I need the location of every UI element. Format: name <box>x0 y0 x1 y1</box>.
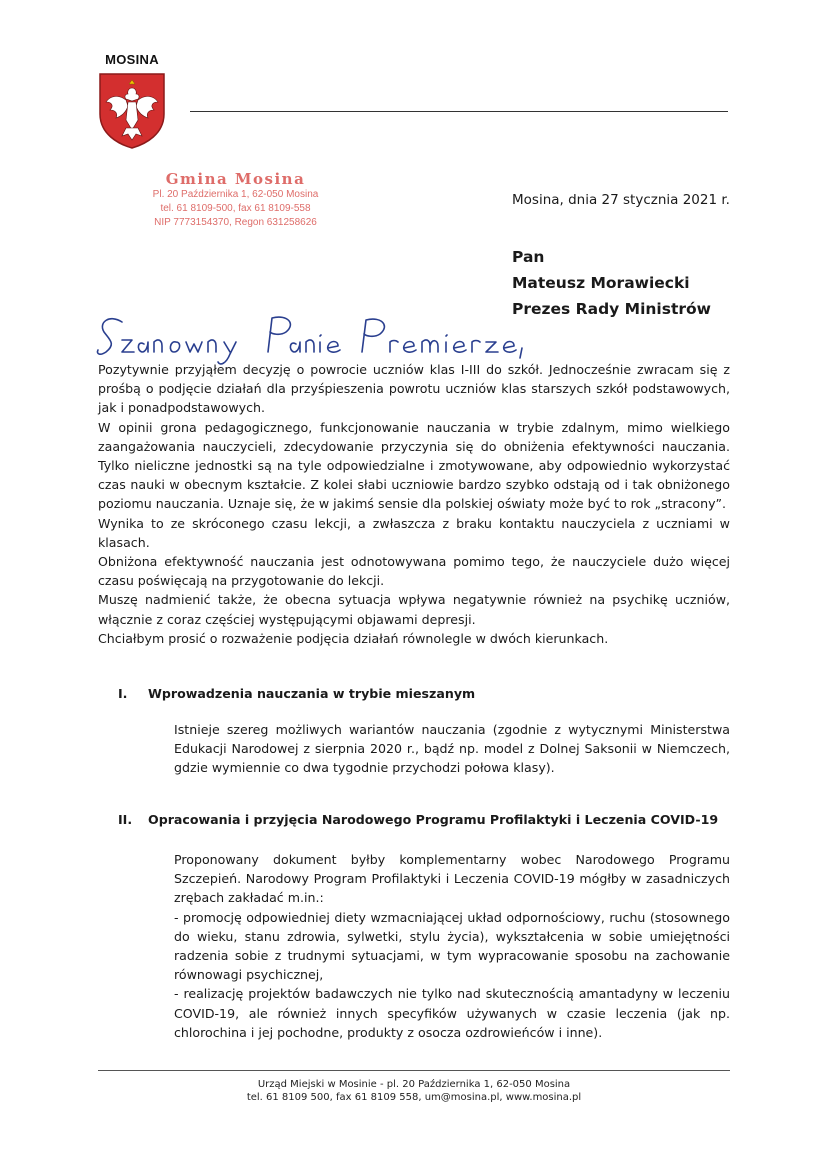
section-1-number: I. <box>118 686 128 701</box>
office-stamp <box>128 170 343 230</box>
body-paragraph-5: Muszę nadmienić także, że obecna sytuacja wpływa negatywnie również na psychikę uczniów, włącznie z coraz częściej występującymi objawami depresji. <box>98 592 730 627</box>
footer-divider <box>98 1070 730 1071</box>
section-1-title: Wprowadzenia nauczania w trybie mieszanym <box>148 686 476 701</box>
footer-address: Urząd Miejski w Mosinie - pl. 20 Października 1, 62-050 Mosina <box>257 1079 571 1090</box>
addressee-position: Prezes Rady Ministrów <box>512 300 711 318</box>
section-2-paragraph-2: - promocję odpowiedniej diety wzmacniającej układ odpornościowy, ruchu (stosownego do wieku, stanu zdrowia, sylwetki, stylu życia), wykształcenia w sobie umiejętności radzenia sobie z trudnymi sytuacjami, w tym wypracowanie sposobu na zachowanie równowagi psychicznej, <box>174 909 730 983</box>
body-paragraph-4: Obniżona efektywność nauczania jest odnotowywana pomimo tego, że nauczyciele dużo więcej czasu poświęcają na przygotowanie do lekcji. <box>98 554 730 589</box>
section-2-title: Opracowania i przyjęcia Narodowego Programu Profilaktyki i Leczenia COVID-19 <box>148 812 719 827</box>
section-2-paragraph-3: - realizację projektów badawczych nie tylko nad skutecznością amantadyny w leczeniu COVID-19, ale również innych specyfików używanych w czasie leczenia (jak np. chlorochina i jej pochodne, produkty z osocza ozdrowieńców i inne). <box>174 986 730 1040</box>
mosina-coat-of-arms-icon <box>96 70 168 150</box>
footer-contact: tel. 61 8109 500, fax 61 8109 558, um@mosina.pl, www.mosina.pl <box>246 1092 582 1103</box>
section-2-paragraph-1: Proponowany dokument byłby komplementarny wobec Narodowego Programu Szczepień. Narodowy Program Profilaktyki i Leczenia COVID-19 mógłby w zasadniczych zrębach zakładać m.in.: <box>174 852 730 906</box>
letter-date: Mosina, dnia 27 stycznia 2021 r. <box>512 192 730 208</box>
body-paragraph-2: W opinii grona pedagogicznego, funkcjonowanie nauczania w trybie zdalnym, mimo wielkiego zaangażowania nauczycieli, zdecydowanie przyczynia się do obniżenia efektywności nauczania. Tylko nieliczne jednostki są na tyle odpowiedzialne i zmotywowane, aby odpowiednio wykorzystać czas nauki w obecnym kształcie. Z kolei słabi uczniowie bardzo szybko odstają od i tak obniżonego poziomu nauczania. Uznaje się, że w jakimś sensie dla polskiej oświaty może być to rok „stracony”. <box>98 419 730 512</box>
letter-body <box>98 360 730 648</box>
footer <box>98 1078 730 1104</box>
body-paragraph-3: Wynika to ze skróconego czasu lekcji, a zwłaszcza z braku kontaktu nauczyciela z uczniami w klasach. <box>98 515 730 550</box>
stamp-title: Gmina Mosina <box>165 170 306 188</box>
header-divider <box>190 111 728 112</box>
addressee-name: Mateusz Morawiecki <box>512 274 690 292</box>
body-paragraph-6: Chciałbym prosić o rozważenie podjęcia działań równolegle w dwóch kierunkach. <box>98 630 609 646</box>
addressee-title: Pan <box>512 248 545 266</box>
section-2-heading <box>118 812 718 827</box>
stamp-phone: tel. 61 8109-500, fax 61 8109-558 <box>160 203 311 214</box>
section-1-body <box>174 720 730 778</box>
stamp-ids: NIP 7773154370, Regon 631258626 <box>154 217 317 228</box>
section-2-body <box>174 850 730 1042</box>
stamp-address: Pl. 20 Października 1, 62-050 Mosina <box>152 189 319 200</box>
section-1-paragraph-1: Istnieje szereg możliwych wariantów nauczania (zgodnie z wytycznymi Ministerstwa Edukacji Narodowej z sierpnia 2020 r., bądź np. model z Dolnej Saksonii w Niemczech, gdzie wymiennie co dwa tygodnie przychodzi połowa klasy). <box>174 722 730 776</box>
body-paragraph-1: Pozytywnie przyjąłem decyzję o powrocie uczniów klas I-III do szkół. Jednocześnie zwracam się z prośbą o podjęcie działań dla przyśpieszenia powrotu uczniów klas starszych szkół podstawowych, jak i ponadpodstawowych. <box>98 362 730 416</box>
section-2-number: II. <box>118 812 133 827</box>
section-1-heading <box>118 686 475 701</box>
logo-text: MOSINA <box>105 52 159 67</box>
addressee-block <box>512 244 711 322</box>
